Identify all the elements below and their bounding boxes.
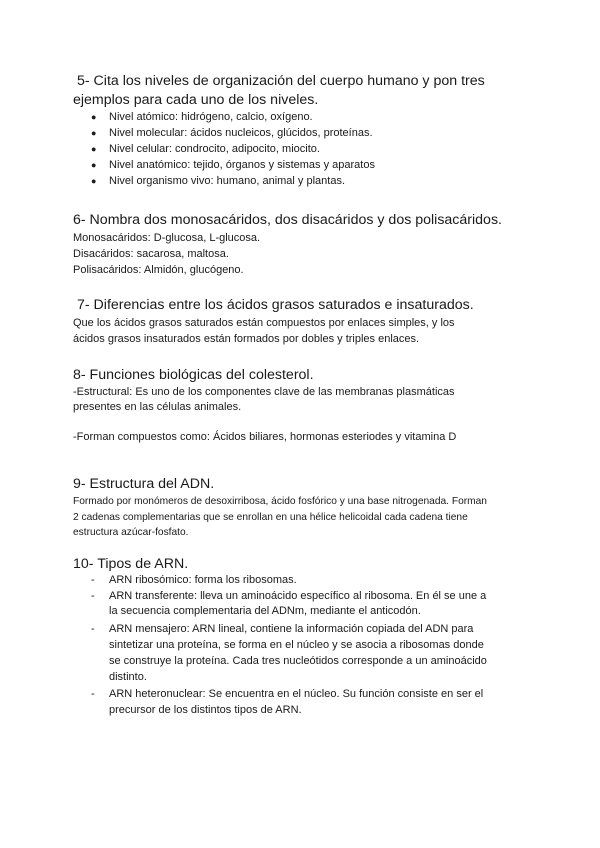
list-item-continuation: distinto.: [109, 671, 147, 683]
dash-marker: -: [91, 590, 95, 602]
s5-title-line1: 5- Cita los niveles de organización del cuerpo humano y pon tres: [77, 73, 485, 89]
list-item-continuation: se construye la proteína. Cada tres nucleótidos corresponde a un aminoácido: [109, 655, 487, 667]
list-item: ARN heteronuclear: Se encuentra en el núcleo. Su función consiste en ser el: [109, 688, 484, 700]
s9-line: estructura azúcar-fosfato.: [73, 527, 189, 538]
list-item-continuation: precursor de los distintos tipos de ARN.: [109, 704, 302, 716]
s9-line: 2 cadenas complementarias que se enrollan en una hélice helicoidal cada cadena tiene: [73, 512, 468, 523]
s6-title: 6- Nombra dos monosacáridos, dos disacáridos y dos polisacáridos.: [73, 212, 502, 228]
list-item: Nivel atómico: hidrógeno, calcio, oxígeno.: [109, 111, 313, 123]
dash-marker: -: [91, 688, 95, 700]
list-item-continuation: la secuencia complementaria del ADNm, mediante el anticodón.: [109, 605, 421, 617]
bullet-icon: ●: [91, 176, 97, 186]
s8-line: -Estructural: Es uno de los componentes clave de las membranas plasmáticas: [73, 386, 455, 398]
s10-title: 10- Tipos de ARN.: [73, 556, 189, 572]
bullet-icon: ●: [91, 112, 97, 122]
bullet-icon: ●: [91, 144, 97, 154]
s6-line: Polisacáridos: Almidón, glucógeno.: [73, 264, 244, 276]
s7-line: ácidos grasos insaturados están formados por dobles y triples enlaces.: [73, 333, 420, 345]
s8-line: -Forman compuestos como: Ácidos biliares, hormonas esteriodes y vitamina D: [73, 431, 457, 443]
list-item: Nivel anatómico: tejido, órganos y sistemas y aparatos: [109, 159, 375, 171]
list-item: ARN mensajero: ARN lineal, contiene la información copiada del ADN para: [109, 623, 474, 635]
s7-line: Que los ácidos grasos saturados están compuestos por enlaces simples, y los: [73, 317, 455, 329]
s9-line: Formado por monómeros de desoxirribosa, ácido fosfórico y una base nitrogenada. Forman: [73, 496, 487, 507]
s6-line: Monosacáridos: D-glucosa, L-glucosa.: [73, 232, 261, 244]
s6-line: Disacáridos: sacarosa, maltosa.: [73, 248, 229, 260]
s7-title: 7- Diferencias entre los ácidos grasos saturados e insaturados.: [77, 297, 474, 313]
list-item: ARN ribosómico: forma los ribosomas.: [109, 574, 297, 586]
s8-title: 8- Funciones biológicas del colesterol.: [73, 367, 314, 383]
list-item: ARN transferente: lleva un aminoácido específico al ribosoma. En él se une a: [109, 590, 487, 602]
s9-title: 9- Estructura del ADN.: [73, 476, 215, 492]
list-item: Nivel molecular: ácidos nucleicos, glúcidos, proteínas.: [109, 127, 373, 139]
list-item: Nivel celular: condrocito, adipocito, miocito.: [109, 143, 320, 155]
list-item: Nivel organismo vivo: humano, animal y plantas.: [109, 175, 346, 187]
bullet-icon: ●: [91, 128, 97, 138]
list-item-continuation: sintetizar una proteína, se forma en el núcleo y se asocia a ribosomas donde: [109, 639, 484, 651]
s5-title-line2: ejemplos para cada uno de los niveles.: [73, 92, 319, 108]
bullet-icon: ●: [91, 160, 97, 170]
dash-marker: -: [91, 574, 95, 586]
s8-line: presentes en las células animales.: [73, 401, 242, 413]
dash-marker: -: [91, 623, 95, 635]
